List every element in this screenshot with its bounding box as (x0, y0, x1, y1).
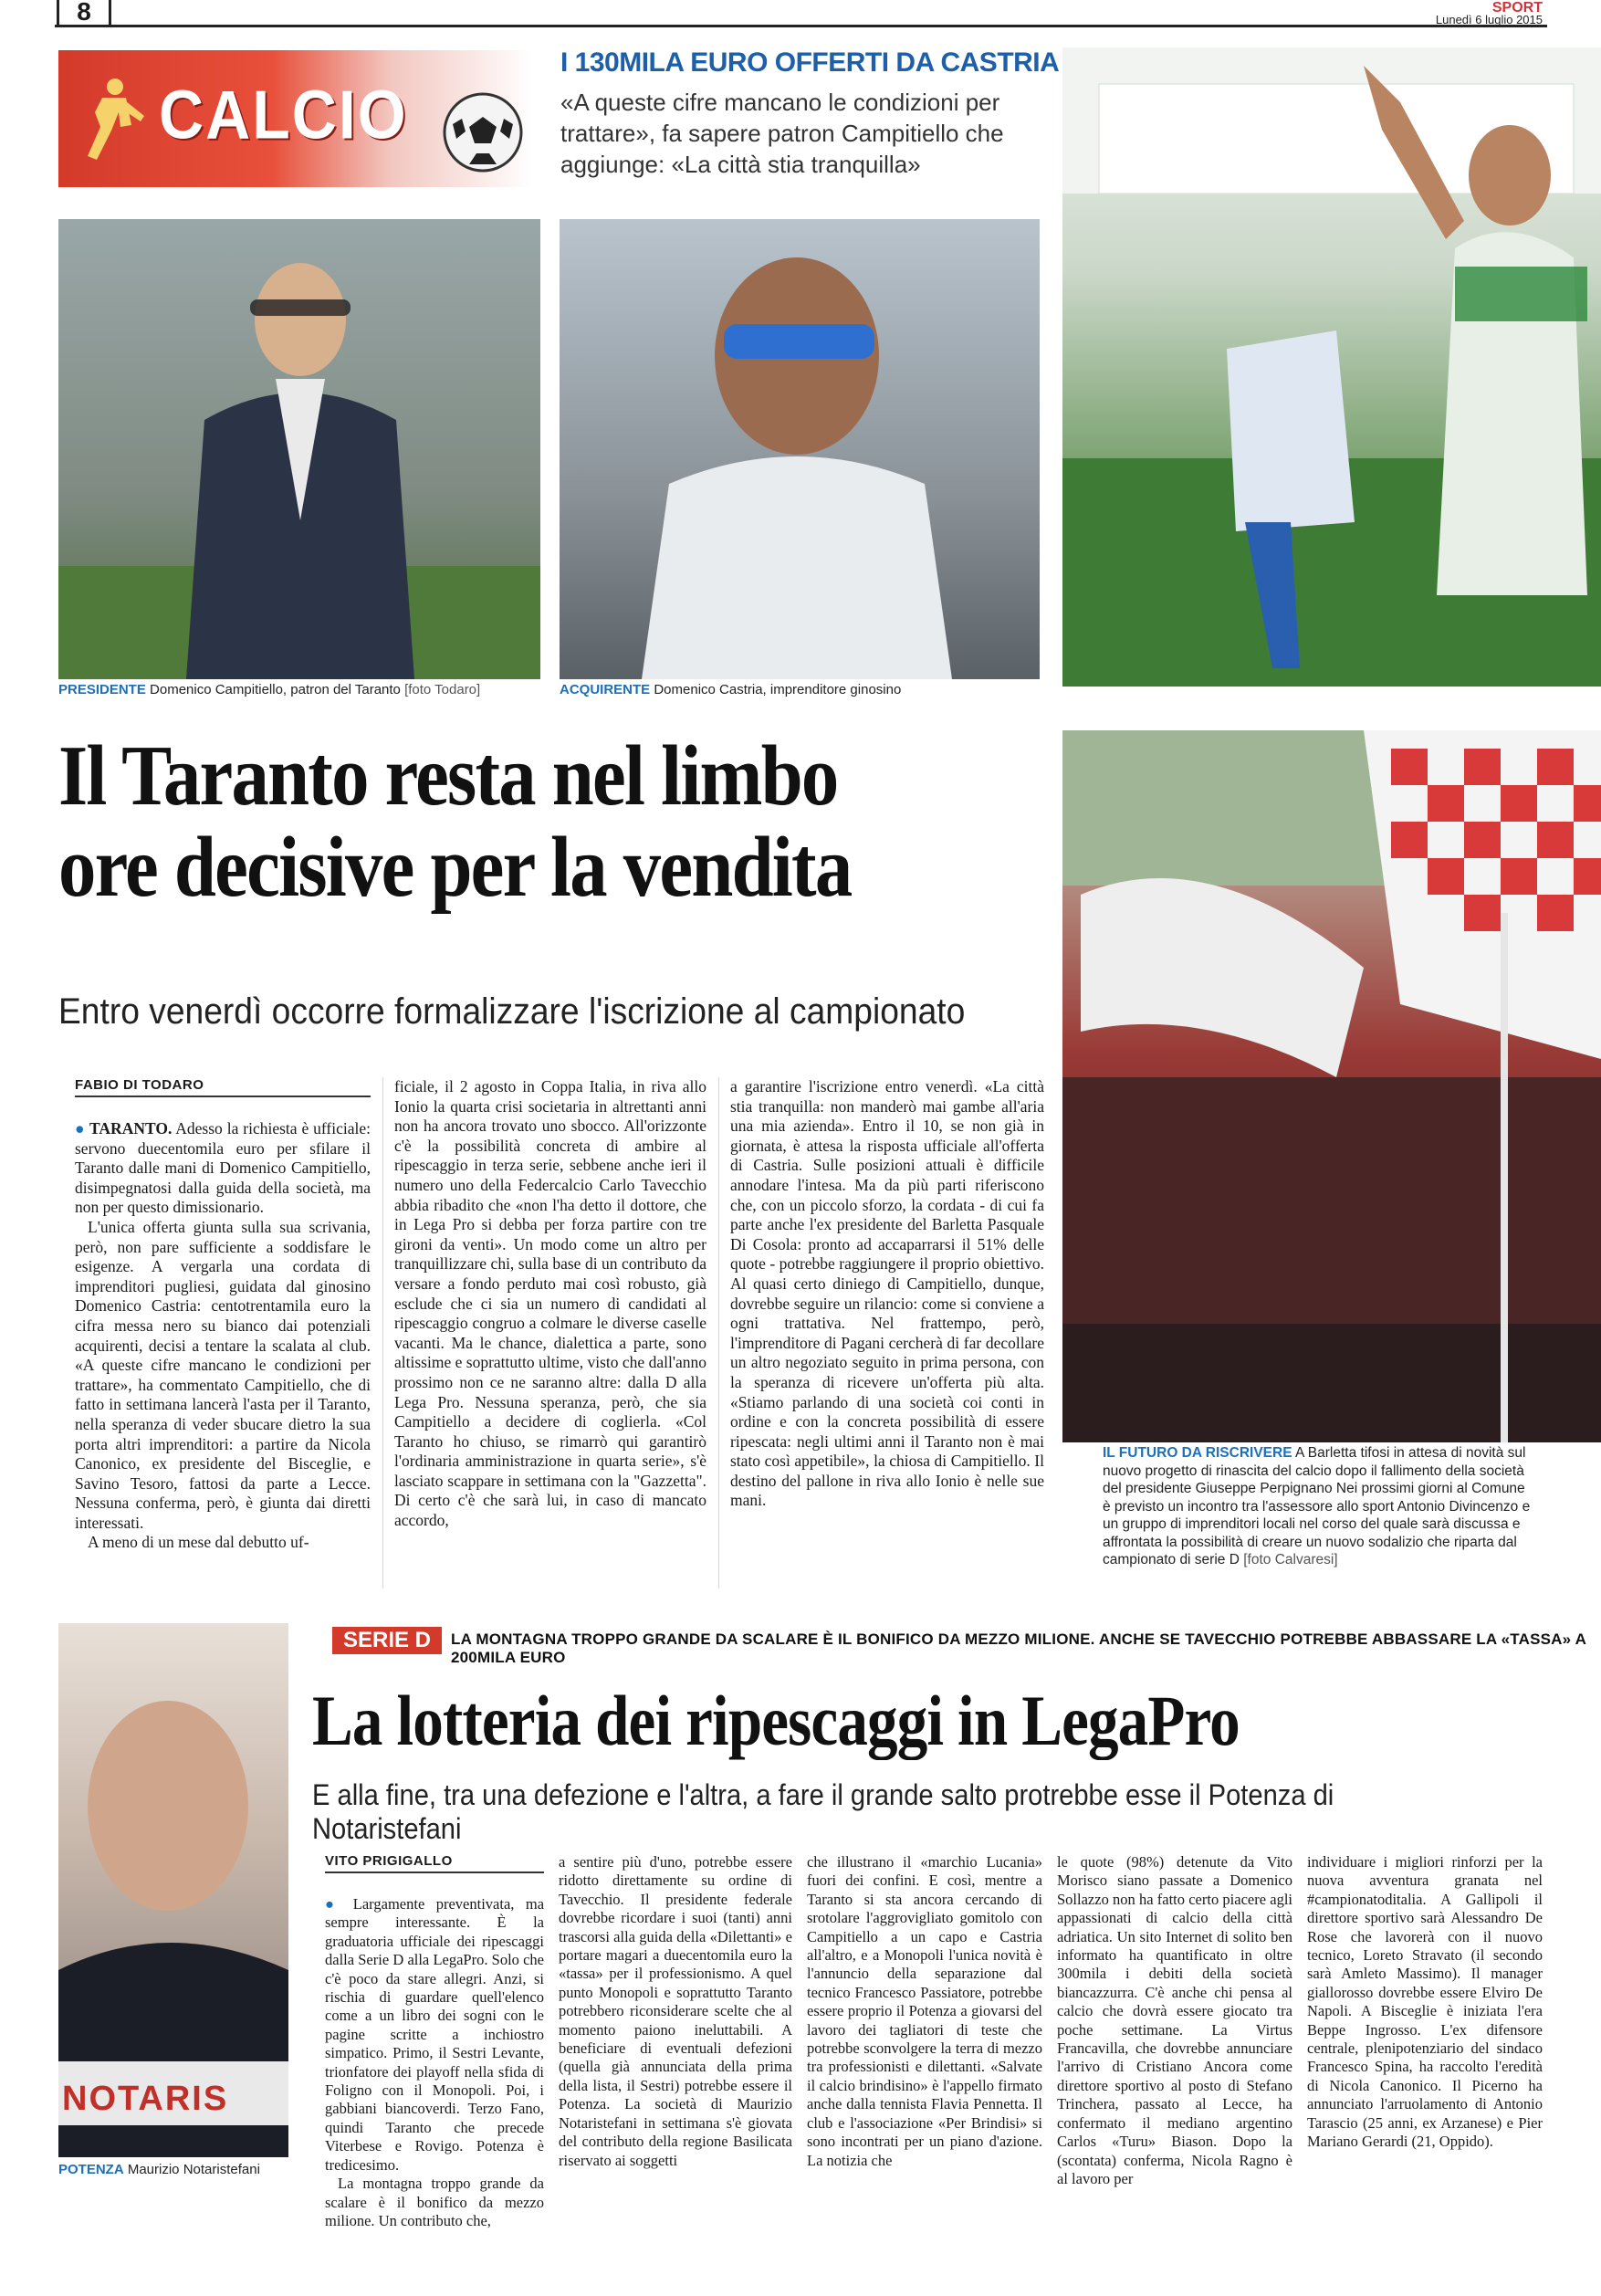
photo-notaristefani (58, 1623, 288, 2157)
lead-text: Largamente preventivata, ma sempre interessante. È la graduatoria ufficiale dei ripescaggi dalla Serie D alla LegaPro. Solo che c'è poco da stare allegri. Anzi, si rischia di guardare quell'elenco come a un libro dei sogni con le pagine scritte a inchiostro simpatico. Primo, il Sestri Levante, trionfatore dei playoff nella sfida di Foligno con il Monopoli. Poi, i gabbiani biancoverdi. Terzo Fano, quindi Taranto che precede Viterbese e Rovigo. Potenza è tredicesimo. (325, 1895, 545, 2174)
article2-kicker: LA MONTAGNA TROPPO GRANDE DA SCALARE È IL BONIFICO DA MEZZO MILIONE. ANCHE SE TAVECCHIO POTREBBE ABBASSARE LA «TASSA» A 200MILA EURO (451, 1630, 1586, 1666)
caption-photo1 (58, 682, 551, 697)
caption-photo4 (1103, 1444, 1532, 1569)
caption-text: Maurizio Notaristefani (127, 2162, 260, 2177)
caption-photo5 (58, 2162, 296, 2177)
article2-col2 (559, 1853, 792, 2170)
column-divider (382, 1077, 383, 1588)
lead-paragraph (325, 1895, 544, 2175)
paragraph: a garantire l'iscrizione entro venerdì. «La città stia tranquilla: non manderò mai gambe all'aria una mia azienda». Entro il 10, se non già in giornata, è attesa la risposta ufficiale all'offerta di Castria. Sulle posizioni attuali è difficile annodare l'intesa. Ma da più parti riferiscono che, con un piccolo sforzo, la cordata - di cui fa parte anche l'ex presidente del Barletta Pasquale Di Cosola: pronto ad accaparrarsi il 51% delle quote - potrebbe raggiungere il proprio obiettivo. Al quasi certo diniego di Campitiello, dunque, dovrebbe seguire un rilancio: come si conviene a ogni trattativa. Nel frattempo, però, l'imprenditore di Pagani cercherà di far decollare un altro negoziato seguito in prima persona, con la speranza di ricevere un'offerta più alta. «Stiamo parlando di una società coi conti in ordine e con la concreta possibilità di essere ripescata: negli ultimi anni il Taranto non è mai stato così appetibile», la chiosa di Campitiello. Il destino del pallone in riva allo Ionio è nelle sue mani. (730, 1077, 1044, 1510)
page-number: 8 (57, 0, 111, 27)
section-label: CALCIO (159, 77, 408, 153)
caption-keyword: IL FUTURO DA RISCRIVERE (1103, 1445, 1292, 1461)
caption-text: Domenico Castria, imprenditore ginosino (654, 682, 902, 697)
article1-col3 (730, 1077, 1044, 1511)
paragraph: individuare i migliori rinforzi per la nuova avventura granata nel #campionatoditalia. A Gallipoli il direttore sportivo sarà Alessandro De Rose che lavorerà con il nuovo tecnico, Loreto Stravato (il secondo sarà Amleto Massimo). Il manager giallorosso dovrebbe essere Elviro De Napoli. A Bisceglie è iniziata l'era Beppe Ingrosso. L'ex difensore centrale, plenipotenziario del sindaco Francesco Spina, ha raccolto l'eredità di Nicola Canonico. Il Picerno ha annunciato l'arruolamento di Antonio Tarascio (25 anni, ex Arzanese) e Pier Mariano Gerardi (21, Oppido). (1307, 1853, 1543, 2151)
teaser-quote: «A queste cifre mancano le condizioni per trattare», fa sapere patron Campitiello che aggiunge: «La città stia tranquilla» (560, 89, 1004, 178)
caption-keyword: POTENZA (58, 2162, 124, 2177)
photo-barletta-fans (1062, 730, 1601, 1442)
section-banner (58, 50, 533, 187)
notaris-sign: NOTARIS (62, 2080, 229, 2118)
paragraph: A meno di un mese dal debutto uf- (88, 1533, 309, 1552)
paragraph: che illustrano il «marchio Lucania» fuori dei confini. E così, mentre a Taranto si sta ancora cercando di srotolare l'aggrovigliato gomitolo con Campitiello a un capo e Castria all'altro, e a Monopoli l'unica novità è l'annuncio della separazione dal tecnico Francesco Passiatore, potrebbe essere proprio il Potenza a giovarsi del lavoro dei tagliatori di teste che potrebbe sconvolgere la terra di mezzo tra professionisti e dilettanti. «Salvate il calcio brindisino» è l'appello firmato anche dalla tennista Flavia Pennetta. Il club e l'associazione «Per Brindisi» si sono incontrati per un piano d'azione. La notizia che (807, 1853, 1042, 2169)
photo-credit: [foto Calvaresi] (1243, 1552, 1338, 1567)
lead-text: Adesso la richiesta è ufficiale: servono duecentomila euro per sfilare il Taranto dalle mani di Domenico Campitiello, disimpegnatosi dalla guida della società, ma non per questo dimissionario. (75, 1119, 371, 1217)
article1-col1 (75, 1077, 371, 1553)
paragraph: L'unica offerta giunta sulla sua scrivania, però, non pare sufficiente a soddisfare le esigenze. A vergarla una cordata di imprenditori pugliesi, guidata dal ginosino Domenico Castria: centotrentamila euro la cifra messa nero su bianco dai potenziali acquirenti, decisi a tentare la scalata al club. «A queste cifre mancano le condizioni per trattare», ha commentato Campitiello, che di fatto in settimana lancerà l'asta per il Taranto, nella speranza di veder sbucare dietro la sua porta altri imprenditori: a partire da Nicola Canonico, ex presidente del Bisceglie, e Savino Tesoro, fattosi da parte a Lecce. Nessuna conferma, però, è giunta dai diretti interessati. (75, 1217, 371, 1532)
byline: FABIO DI TODARO (75, 1077, 371, 1097)
article1-col2 (394, 1077, 706, 1531)
caption-text: A Barletta tifosi in attesa di novità sul nuovo progetto di rinascita del calcio dopo il fallimento della società del presidente Giuseppe Perpignano Nei prossimi giorni al Comune è previsto un incontro tra l'assessore allo sport Antonio Divincenzo e un gruppo di imprenditori locali nel corso del quale sarà discussa e affrontata la possibilità di creare un nuovo sodalizio che riparta dal campionato di serie D (1103, 1445, 1531, 1567)
photo-football-celebration (1062, 47, 1601, 687)
byline: VITO PRIGIGALLO (325, 1853, 544, 1873)
seried-tag: SERIE D (332, 1627, 442, 1654)
caption-photo2 (560, 682, 1043, 697)
header-rule (55, 0, 1547, 27)
caption-keyword: ACQUIRENTE (560, 682, 651, 697)
issue-date: Lunedì 6 luglio 2015 (1435, 13, 1543, 26)
article2-col1 (325, 1853, 544, 2230)
article1-subhead: Entro venerdì occorre formalizzare l'iscrizione al campionato (58, 991, 966, 1032)
headline-line1: Il Taranto resta nel limbo (58, 729, 838, 823)
photo-campitiello (58, 219, 540, 679)
bullet-icon: ● (75, 1119, 86, 1138)
paragraph: ficiale, il 2 agosto in Coppa Italia, in riva allo Ionio la quarta crisi societaria in altrettanti anni non ha ancora trovato uno sbocco. All'orizzonte c'è la possibilità concreta di ambire al ripescaggio in terza serie, sebbene anche ieri il numero uno della Federcalcio Carlo Tavecchio abbia ribadito che «non l'ha detto il dottore, che in Lega Pro si debba per forza partire con tre gironi da venti». Un modo come un altro per tranquillizzare chi, sulla base di un contributo da versare a fondo perduto mai così robusto, già esclude che ci sia un numero di candidati al ripescaggio congruo a colmare le diverse caselle vacanti. Ma le chance, dialettica a parte, sono altissime e soprattutto ultime, visto che dall'anno prossimo non ce ne saranno altre: dalla D alla Lega Pro. Nessuna speranza, però, che sia Campitiello a decidere di coglierla. «Col Taranto ho chiuso, se rimarrò qui garantirò l'ordinaria amministrazione in quarta serie», s'è lasciato scappare in settimana con la "Gazzetta". Di certo c'è che sarà lui, in caso di mancato accordo, (394, 1077, 706, 1530)
headline-line2: ore decisive per la vendita (58, 820, 852, 915)
caption-text: Domenico Campitiello, patron del Taranto (150, 682, 401, 697)
article2-col4 (1057, 1853, 1292, 2188)
photo-castria (560, 219, 1040, 679)
article2-subhead: E alla fine, tra una defezione e l'altra, a fare il grande salto protrebbe esse il Potenza di Notaristefani (312, 1778, 1334, 1845)
paragraph: le quote (98%) detenute da Vito Morisco siano passate a Domenico Sollazzo non ha fatto certo piacere agli appassionati di calcio della città adriatica. Un sito Internet di solito ben informato ha quantificato in oltre 300mila i debiti della società biancazzurra. C'è anche chi pensa al calcio che dovrà essere giocato tra poche settimane. La Virtus Francavilla, che dovrebbe annunciare l'arrivo di Cristiano Ancora come direttore sportivo al posto di Stefano Trinchera, passato al Lecce, ha confermato il mediano argentino Carlos «Turu» Biason. Dopo la (scontata) conferma, Nicola Ragno è al lavoro per (1057, 1853, 1292, 2187)
dateline: TARANTO. (89, 1119, 173, 1138)
paragraph: La montagna troppo grande da scalare è il bonifico da mezzo milione. Un contributo che, (325, 2175, 544, 2229)
lead-paragraph (75, 1119, 371, 1218)
article2-headline: La lotteria dei ripescaggi in LegaPro (312, 1681, 1240, 1760)
masthead: SPORT (1491, 0, 1543, 16)
teaser-kicker: I 130MILA EURO OFFERTI DA CASTRIA (560, 47, 1060, 78)
caption-keyword: PRESIDENTE (58, 682, 146, 697)
column-divider (718, 1077, 719, 1588)
bullet-icon: ● (325, 1895, 342, 1913)
footballer-icon (75, 76, 148, 163)
photo-credit: [foto Todaro] (404, 682, 481, 697)
paragraph: a sentire più d'uno, potrebbe essere ridotto direttamente su ordine di Tavecchio. Il presidente federale dovrebbe ricordare i suoi (tanti) anni trascorsi alla guida della «Dilettanti» e portare magari a duecentomila euro la «tassa» per il professionismo. A quel punto Monopoli e soprattutto Taranto potrebbero riconsiderare scelte che al momento paiono ineluttabili. A beneficiare di eventuali defezioni (quella già annunciata della prima della lista, il Sestri) potrebbe essere il Potenza. La società di Maurizio Notaristefani in settimana s'è giovata del contributo della regione Basilicata riservato ai soggetti (559, 1853, 792, 2169)
soccer-ball-icon (442, 91, 524, 173)
article2-col3 (807, 1853, 1042, 2170)
article1-headline (58, 730, 926, 913)
article2-col5 (1307, 1853, 1543, 2152)
